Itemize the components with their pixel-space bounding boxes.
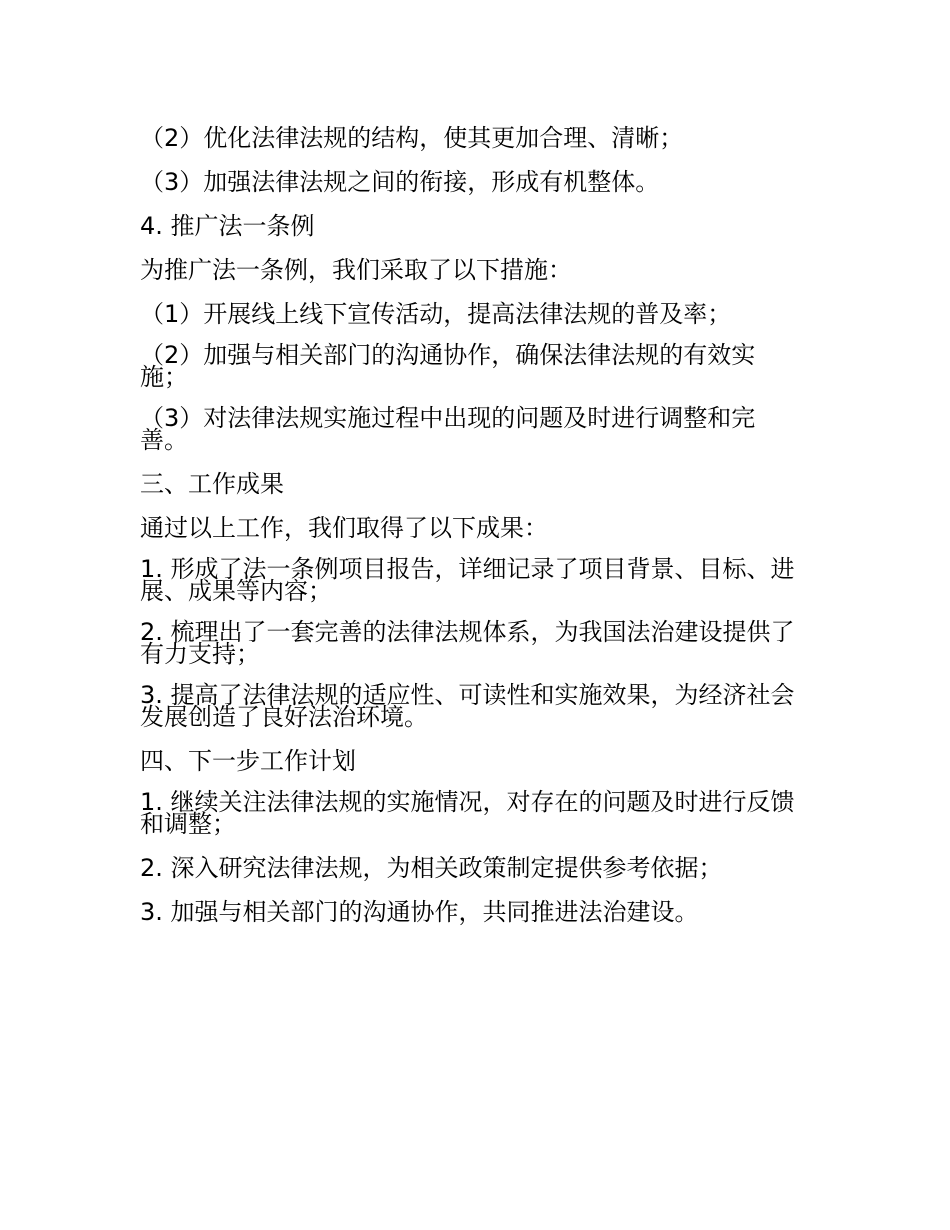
list-item: 3. 加强与相关部门的沟通协作，共同推进法治建设。 xyxy=(140,898,699,926)
list-item: 3. 提高了法律法规的适应性、可读性和实施效果，为经济社会发展创造了良好法治环境。 xyxy=(140,681,795,731)
section-heading: 四、下一步工作计划 xyxy=(140,747,356,775)
list-item: （2）优化法律法规的结构，使其更加合理、清晰； xyxy=(140,124,684,152)
document-body xyxy=(140,124,800,942)
list-item: 1. 继续关注法律法规的实施情况，对存在的问题及时进行反馈和调整； xyxy=(140,788,795,838)
list-item: 2. 深入研究法律法规，为相关政策制定提供参考依据； xyxy=(140,854,723,882)
section-heading: 4. 推广法一条例 xyxy=(140,212,315,240)
list-item: 1. 形成了法一条例项目报告，详细记录了项目背景、目标、进展、成果等内容； xyxy=(140,555,795,605)
paragraph: 为推广法一条例，我们采取了以下措施： xyxy=(140,256,572,284)
section-heading: 三、工作成果 xyxy=(140,470,284,498)
list-item: 2. 梳理出了一套完善的法律法规体系，为我国法治建设提供了有力支持； xyxy=(140,618,795,668)
list-item: （2）加强与相关部门的沟通协作，确保法律法规的有效实施； xyxy=(140,341,756,391)
paragraph: 通过以上工作，我们取得了以下成果： xyxy=(140,514,548,542)
list-item: （3）加强法律法规之间的衔接，形成有机整体。 xyxy=(140,168,660,196)
list-item: （3）对法律法规实施过程中出现的问题及时进行调整和完善。 xyxy=(140,404,756,454)
list-item: （1）开展线上线下宣传活动，提高法律法规的普及率； xyxy=(140,300,732,328)
